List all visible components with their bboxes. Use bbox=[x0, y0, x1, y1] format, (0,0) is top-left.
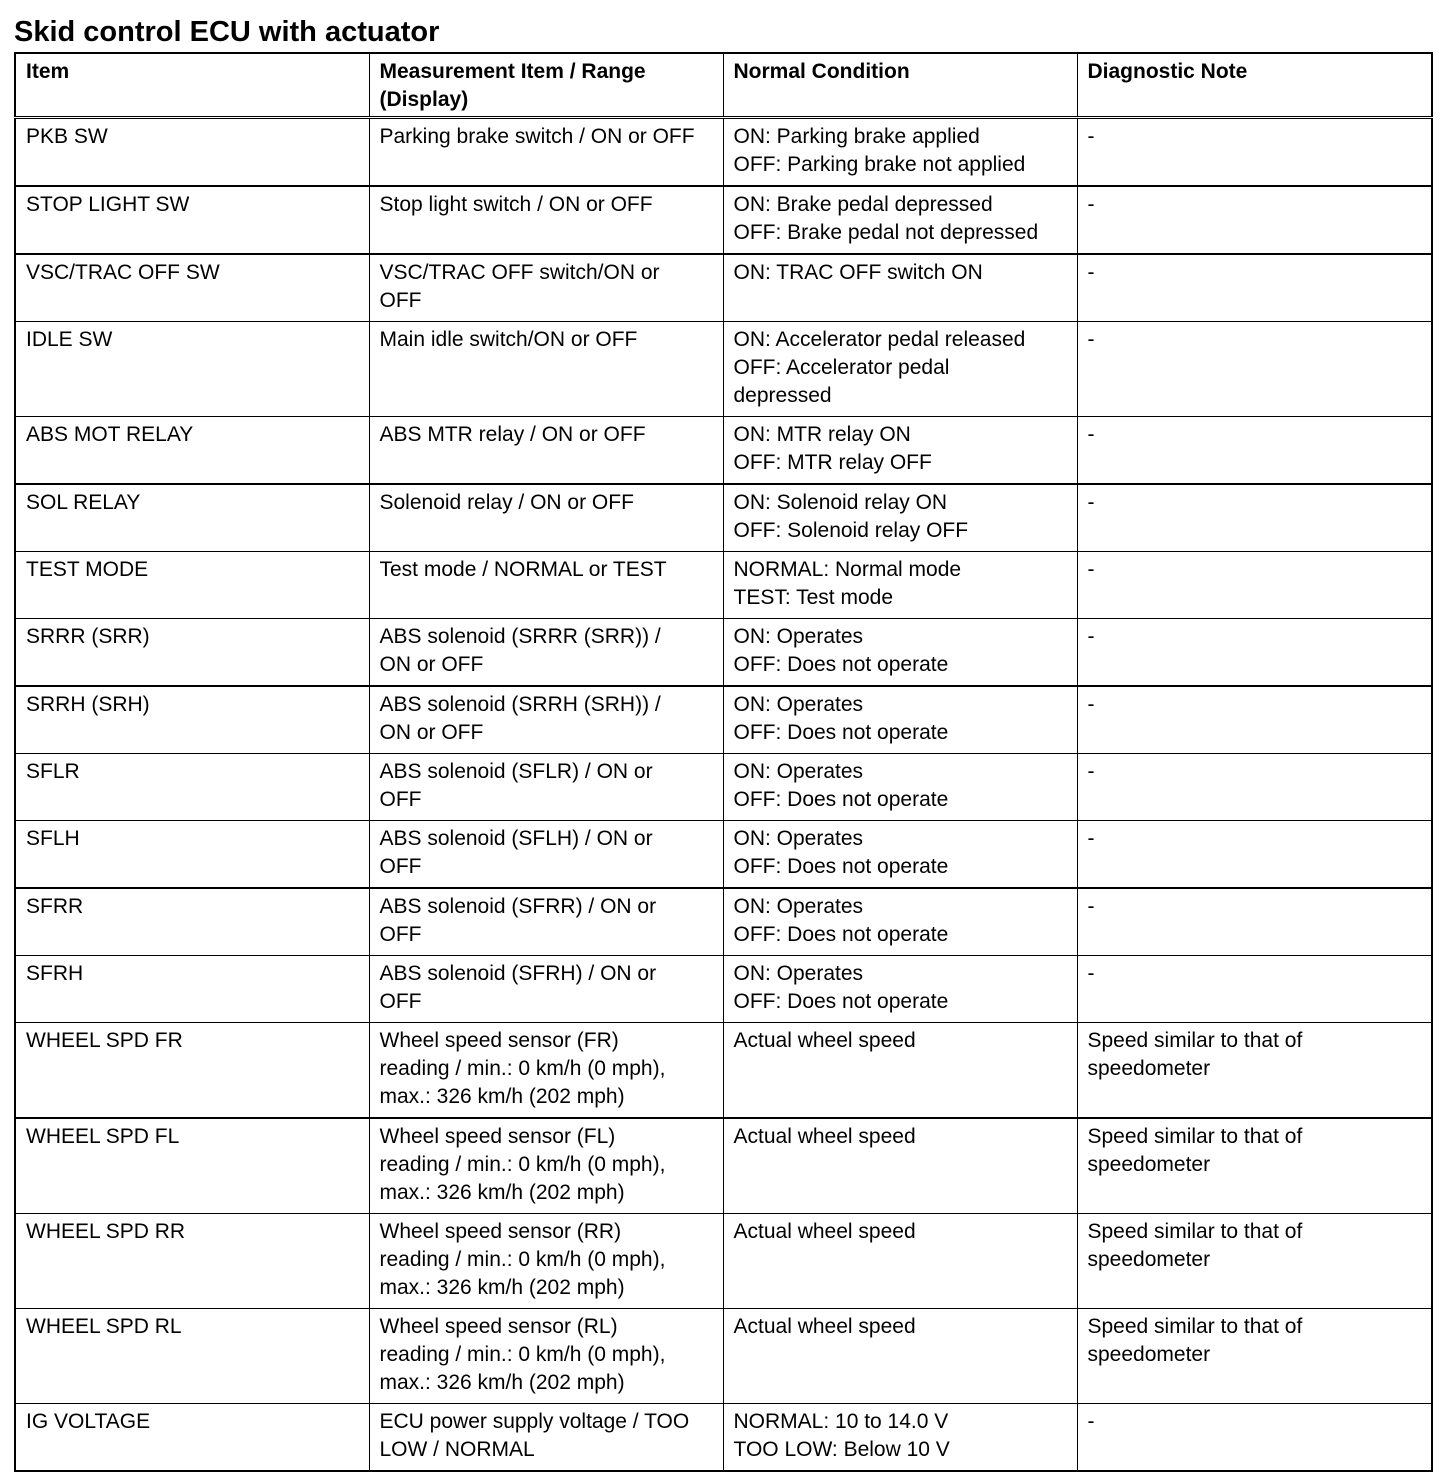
cell-diagnostic-note bbox=[1077, 1118, 1432, 1214]
cell-diagnostic-note-line: speedometer bbox=[1087, 1343, 1211, 1366]
column-header-normal-condition: Normal Condition bbox=[723, 53, 1077, 118]
cell-item: PKB SW bbox=[15, 118, 369, 187]
column-header-measurement bbox=[369, 53, 723, 118]
cell-diagnostic-note bbox=[1077, 821, 1432, 889]
cell-measurement bbox=[369, 484, 723, 552]
cell-normal-condition bbox=[723, 322, 1077, 417]
cell-normal-condition-line: OFF: Does not operate bbox=[733, 990, 949, 1013]
cell-normal-condition bbox=[723, 186, 1077, 254]
cell-normal-condition-line: OFF: MTR relay OFF bbox=[733, 451, 932, 474]
cell-diagnostic-note bbox=[1077, 1214, 1432, 1309]
cell-normal-condition bbox=[723, 1214, 1077, 1309]
cell-diagnostic-note bbox=[1077, 1023, 1432, 1119]
table-row bbox=[15, 484, 1432, 552]
cell-measurement-line: max.: 326 km/h (202 mph) bbox=[379, 1181, 625, 1204]
cell-normal-condition-line: OFF: Does not operate bbox=[733, 923, 949, 946]
cell-item: WHEEL SPD RL bbox=[15, 1309, 369, 1404]
cell-diagnostic-note bbox=[1077, 956, 1432, 1023]
cell-normal-condition-line: OFF: Does not operate bbox=[733, 653, 949, 676]
cell-normal-condition-line: OFF: Solenoid relay OFF bbox=[733, 519, 969, 542]
cell-diagnostic-note bbox=[1077, 322, 1432, 417]
cell-diagnostic-note-line: speedometer bbox=[1087, 1248, 1211, 1271]
table-row bbox=[15, 186, 1432, 254]
cell-measurement bbox=[369, 956, 723, 1023]
table-row bbox=[15, 956, 1432, 1023]
cell-item: STOP LIGHT SW bbox=[15, 186, 369, 254]
table-row bbox=[15, 821, 1432, 889]
column-header-measurement-line: Measurement Item / Range bbox=[379, 60, 646, 83]
cell-diagnostic-note-line: Speed similar to that of bbox=[1087, 1220, 1303, 1243]
cell-normal-condition-line: ON: Operates bbox=[733, 827, 864, 850]
table-row bbox=[15, 322, 1432, 417]
table-row bbox=[15, 754, 1432, 821]
cell-measurement bbox=[369, 1118, 723, 1214]
cell-normal-condition bbox=[723, 1023, 1077, 1119]
cell-normal-condition-line: ON: Operates bbox=[733, 760, 864, 783]
cell-normal-condition-line: ON: MTR relay ON bbox=[733, 423, 911, 446]
cell-measurement-line: OFF bbox=[379, 788, 422, 811]
cell-measurement bbox=[369, 1214, 723, 1309]
table-row bbox=[15, 888, 1432, 956]
cell-diagnostic-note-line: Speed similar to that of bbox=[1087, 1315, 1303, 1338]
cell-normal-condition-line: Actual wheel speed bbox=[733, 1125, 916, 1148]
cell-normal-condition-line: TOO LOW: Below 10 V bbox=[733, 1438, 950, 1461]
cell-measurement-line: OFF bbox=[379, 855, 422, 878]
cell-measurement-line: max.: 326 km/h (202 mph) bbox=[379, 1085, 625, 1108]
data-list-table bbox=[14, 52, 1433, 1472]
cell-normal-condition bbox=[723, 552, 1077, 619]
cell-normal-condition-line: Actual wheel speed bbox=[733, 1220, 916, 1243]
cell-diagnostic-note-line: - bbox=[1087, 125, 1095, 148]
cell-normal-condition bbox=[723, 1309, 1077, 1404]
page-title: Skid control ECU with actuator bbox=[14, 16, 440, 48]
cell-normal-condition-line: ON: Brake pedal depressed bbox=[733, 193, 993, 216]
cell-item: SOL RELAY bbox=[15, 484, 369, 552]
cell-diagnostic-note-line: - bbox=[1087, 693, 1095, 716]
cell-diagnostic-note-line: - bbox=[1087, 760, 1095, 783]
cell-item: SFRH bbox=[15, 956, 369, 1023]
cell-normal-condition-line: ON: Operates bbox=[733, 693, 864, 716]
cell-item: SRRR (SRR) bbox=[15, 619, 369, 687]
cell-diagnostic-note-line: - bbox=[1087, 558, 1095, 581]
cell-measurement-line: Wheel speed sensor (FL) bbox=[379, 1125, 616, 1148]
table-row bbox=[15, 1214, 1432, 1309]
cell-item: TEST MODE bbox=[15, 552, 369, 619]
cell-item: WHEEL SPD FL bbox=[15, 1118, 369, 1214]
table-row bbox=[15, 686, 1432, 754]
cell-diagnostic-note bbox=[1077, 888, 1432, 956]
table-row bbox=[15, 1118, 1432, 1214]
cell-item: VSC/TRAC OFF SW bbox=[15, 254, 369, 322]
cell-measurement bbox=[369, 1404, 723, 1472]
cell-diagnostic-note-line: - bbox=[1087, 261, 1095, 284]
cell-item: SFLH bbox=[15, 821, 369, 889]
cell-diagnostic-note-line: Speed similar to that of bbox=[1087, 1029, 1303, 1052]
cell-normal-condition-line: NORMAL: 10 to 14.0 V bbox=[733, 1410, 949, 1433]
cell-measurement-line: Solenoid relay / ON or OFF bbox=[379, 491, 634, 514]
cell-normal-condition bbox=[723, 118, 1077, 187]
cell-diagnostic-note bbox=[1077, 484, 1432, 552]
cell-diagnostic-note bbox=[1077, 254, 1432, 322]
cell-measurement-line: ABS solenoid (SFLR) / ON or bbox=[379, 760, 653, 783]
cell-normal-condition bbox=[723, 754, 1077, 821]
cell-normal-condition bbox=[723, 888, 1077, 956]
cell-measurement-line: reading / min.: 0 km/h (0 mph), bbox=[379, 1153, 666, 1176]
cell-measurement bbox=[369, 417, 723, 485]
cell-diagnostic-note bbox=[1077, 552, 1432, 619]
cell-measurement-line: Parking brake switch / ON or OFF bbox=[379, 125, 695, 148]
cell-measurement-line: ABS MTR relay / ON or OFF bbox=[379, 423, 646, 446]
cell-measurement-line: reading / min.: 0 km/h (0 mph), bbox=[379, 1057, 666, 1080]
cell-diagnostic-note bbox=[1077, 686, 1432, 754]
column-header-item: Item bbox=[15, 53, 369, 118]
cell-measurement-line: ECU power supply voltage / TOO bbox=[379, 1410, 690, 1433]
cell-diagnostic-note-line: - bbox=[1087, 895, 1095, 918]
cell-measurement bbox=[369, 254, 723, 322]
cell-diagnostic-note bbox=[1077, 754, 1432, 821]
cell-measurement bbox=[369, 186, 723, 254]
cell-item: IDLE SW bbox=[15, 322, 369, 417]
cell-measurement-line: OFF bbox=[379, 990, 422, 1013]
cell-normal-condition bbox=[723, 686, 1077, 754]
cell-measurement-line: reading / min.: 0 km/h (0 mph), bbox=[379, 1248, 666, 1271]
cell-diagnostic-note bbox=[1077, 1404, 1432, 1472]
column-header-diagnostic-note: Diagnostic Note bbox=[1077, 53, 1432, 118]
cell-item: ABS MOT RELAY bbox=[15, 417, 369, 485]
cell-normal-condition bbox=[723, 619, 1077, 687]
cell-normal-condition bbox=[723, 1118, 1077, 1214]
cell-normal-condition bbox=[723, 254, 1077, 322]
cell-measurement bbox=[369, 552, 723, 619]
cell-measurement bbox=[369, 821, 723, 889]
cell-normal-condition bbox=[723, 417, 1077, 485]
cell-normal-condition-line: ON: Operates bbox=[733, 895, 864, 918]
cell-diagnostic-note-line: - bbox=[1087, 193, 1095, 216]
table-row bbox=[15, 254, 1432, 322]
cell-normal-condition-line: OFF: Parking brake not applied bbox=[733, 153, 1026, 176]
cell-normal-condition-line: ON: Parking brake applied bbox=[733, 125, 980, 148]
cell-normal-condition-line: ON: TRAC OFF switch ON bbox=[733, 261, 983, 284]
cell-measurement bbox=[369, 1023, 723, 1119]
cell-diagnostic-note-line: - bbox=[1087, 1410, 1095, 1433]
cell-diagnostic-note bbox=[1077, 118, 1432, 187]
cell-normal-condition-line: depressed bbox=[733, 384, 832, 407]
table-row bbox=[15, 1404, 1432, 1472]
cell-measurement bbox=[369, 888, 723, 956]
cell-item: IG VOLTAGE bbox=[15, 1404, 369, 1472]
cell-measurement-line: ABS solenoid (SFLH) / ON or bbox=[379, 827, 653, 850]
table-row bbox=[15, 417, 1432, 485]
cell-measurement-line: ON or OFF bbox=[379, 721, 484, 744]
cell-measurement-line: VSC/TRAC OFF switch/ON or bbox=[379, 261, 660, 284]
table-row bbox=[15, 552, 1432, 619]
cell-measurement bbox=[369, 1309, 723, 1404]
cell-diagnostic-note-line: speedometer bbox=[1087, 1153, 1211, 1176]
cell-item: SFRR bbox=[15, 888, 369, 956]
cell-normal-condition bbox=[723, 821, 1077, 889]
cell-normal-condition-line: ON: Operates bbox=[733, 625, 864, 648]
cell-measurement-line: ON or OFF bbox=[379, 653, 484, 676]
cell-diagnostic-note bbox=[1077, 417, 1432, 485]
table-row bbox=[15, 619, 1432, 687]
table-row bbox=[15, 1309, 1432, 1404]
cell-diagnostic-note-line: - bbox=[1087, 625, 1095, 648]
cell-measurement-line: ABS solenoid (SRRR (SRR)) / bbox=[379, 625, 661, 648]
cell-normal-condition-line: OFF: Does not operate bbox=[733, 788, 949, 811]
cell-measurement-line: Wheel speed sensor (FR) bbox=[379, 1029, 619, 1052]
cell-measurement-line: ABS solenoid (SFRH) / ON or bbox=[379, 962, 657, 985]
cell-measurement-line: Stop light switch / ON or OFF bbox=[379, 193, 653, 216]
cell-normal-condition bbox=[723, 484, 1077, 552]
cell-measurement-line: Wheel speed sensor (RL) bbox=[379, 1315, 618, 1338]
cell-normal-condition bbox=[723, 1404, 1077, 1472]
cell-measurement bbox=[369, 619, 723, 687]
cell-diagnostic-note bbox=[1077, 186, 1432, 254]
cell-measurement bbox=[369, 754, 723, 821]
cell-measurement bbox=[369, 118, 723, 187]
cell-diagnostic-note-line: - bbox=[1087, 423, 1095, 446]
table-row bbox=[15, 118, 1432, 187]
cell-diagnostic-note-line: - bbox=[1087, 827, 1095, 850]
cell-diagnostic-note-line: speedometer bbox=[1087, 1057, 1211, 1080]
cell-normal-condition bbox=[723, 956, 1077, 1023]
table-header-row bbox=[15, 53, 1432, 118]
cell-diagnostic-note bbox=[1077, 1309, 1432, 1404]
column-header-measurement-line: (Display) bbox=[379, 88, 469, 111]
cell-measurement-line: Main idle switch/ON or OFF bbox=[379, 328, 638, 351]
cell-normal-condition-line: TEST: Test mode bbox=[733, 586, 894, 609]
cell-diagnostic-note bbox=[1077, 619, 1432, 687]
cell-measurement bbox=[369, 686, 723, 754]
cell-normal-condition-line: ON: Operates bbox=[733, 962, 864, 985]
cell-measurement-line: Test mode / NORMAL or TEST bbox=[379, 558, 667, 581]
cell-measurement-line: max.: 326 km/h (202 mph) bbox=[379, 1276, 625, 1299]
cell-diagnostic-note-line: - bbox=[1087, 962, 1095, 985]
cell-normal-condition-line: ON: Accelerator pedal released bbox=[733, 328, 1026, 351]
table-row bbox=[15, 1023, 1432, 1119]
cell-diagnostic-note-line: Speed similar to that of bbox=[1087, 1125, 1303, 1148]
cell-measurement-line: LOW / NORMAL bbox=[379, 1438, 535, 1461]
cell-item: WHEEL SPD RR bbox=[15, 1214, 369, 1309]
cell-normal-condition-line: OFF: Accelerator pedal bbox=[733, 356, 950, 379]
cell-normal-condition-line: ON: Solenoid relay ON bbox=[733, 491, 948, 514]
cell-diagnostic-note-line: - bbox=[1087, 328, 1095, 351]
cell-item: SRRH (SRH) bbox=[15, 686, 369, 754]
cell-normal-condition-line: OFF: Does not operate bbox=[733, 855, 949, 878]
cell-measurement-line: ABS solenoid (SRRH (SRH)) / bbox=[379, 693, 661, 716]
cell-normal-condition-line: Actual wheel speed bbox=[733, 1029, 916, 1052]
cell-measurement-line: ABS solenoid (SFRR) / ON or bbox=[379, 895, 657, 918]
cell-measurement-line: max.: 326 km/h (202 mph) bbox=[379, 1371, 625, 1394]
table-body bbox=[15, 118, 1432, 1472]
cell-item: WHEEL SPD FR bbox=[15, 1023, 369, 1119]
cell-measurement-line: OFF bbox=[379, 289, 422, 312]
cell-item: SFLR bbox=[15, 754, 369, 821]
cell-measurement-line: OFF bbox=[379, 923, 422, 946]
cell-measurement bbox=[369, 322, 723, 417]
cell-normal-condition-line: OFF: Does not operate bbox=[733, 721, 949, 744]
cell-normal-condition-line: Actual wheel speed bbox=[733, 1315, 916, 1338]
cell-normal-condition-line: NORMAL: Normal mode bbox=[733, 558, 962, 581]
cell-measurement-line: Wheel speed sensor (RR) bbox=[379, 1220, 622, 1243]
cell-diagnostic-note-line: - bbox=[1087, 491, 1095, 514]
cell-normal-condition-line: OFF: Brake pedal not depressed bbox=[733, 221, 1039, 244]
cell-measurement-line: reading / min.: 0 km/h (0 mph), bbox=[379, 1343, 666, 1366]
